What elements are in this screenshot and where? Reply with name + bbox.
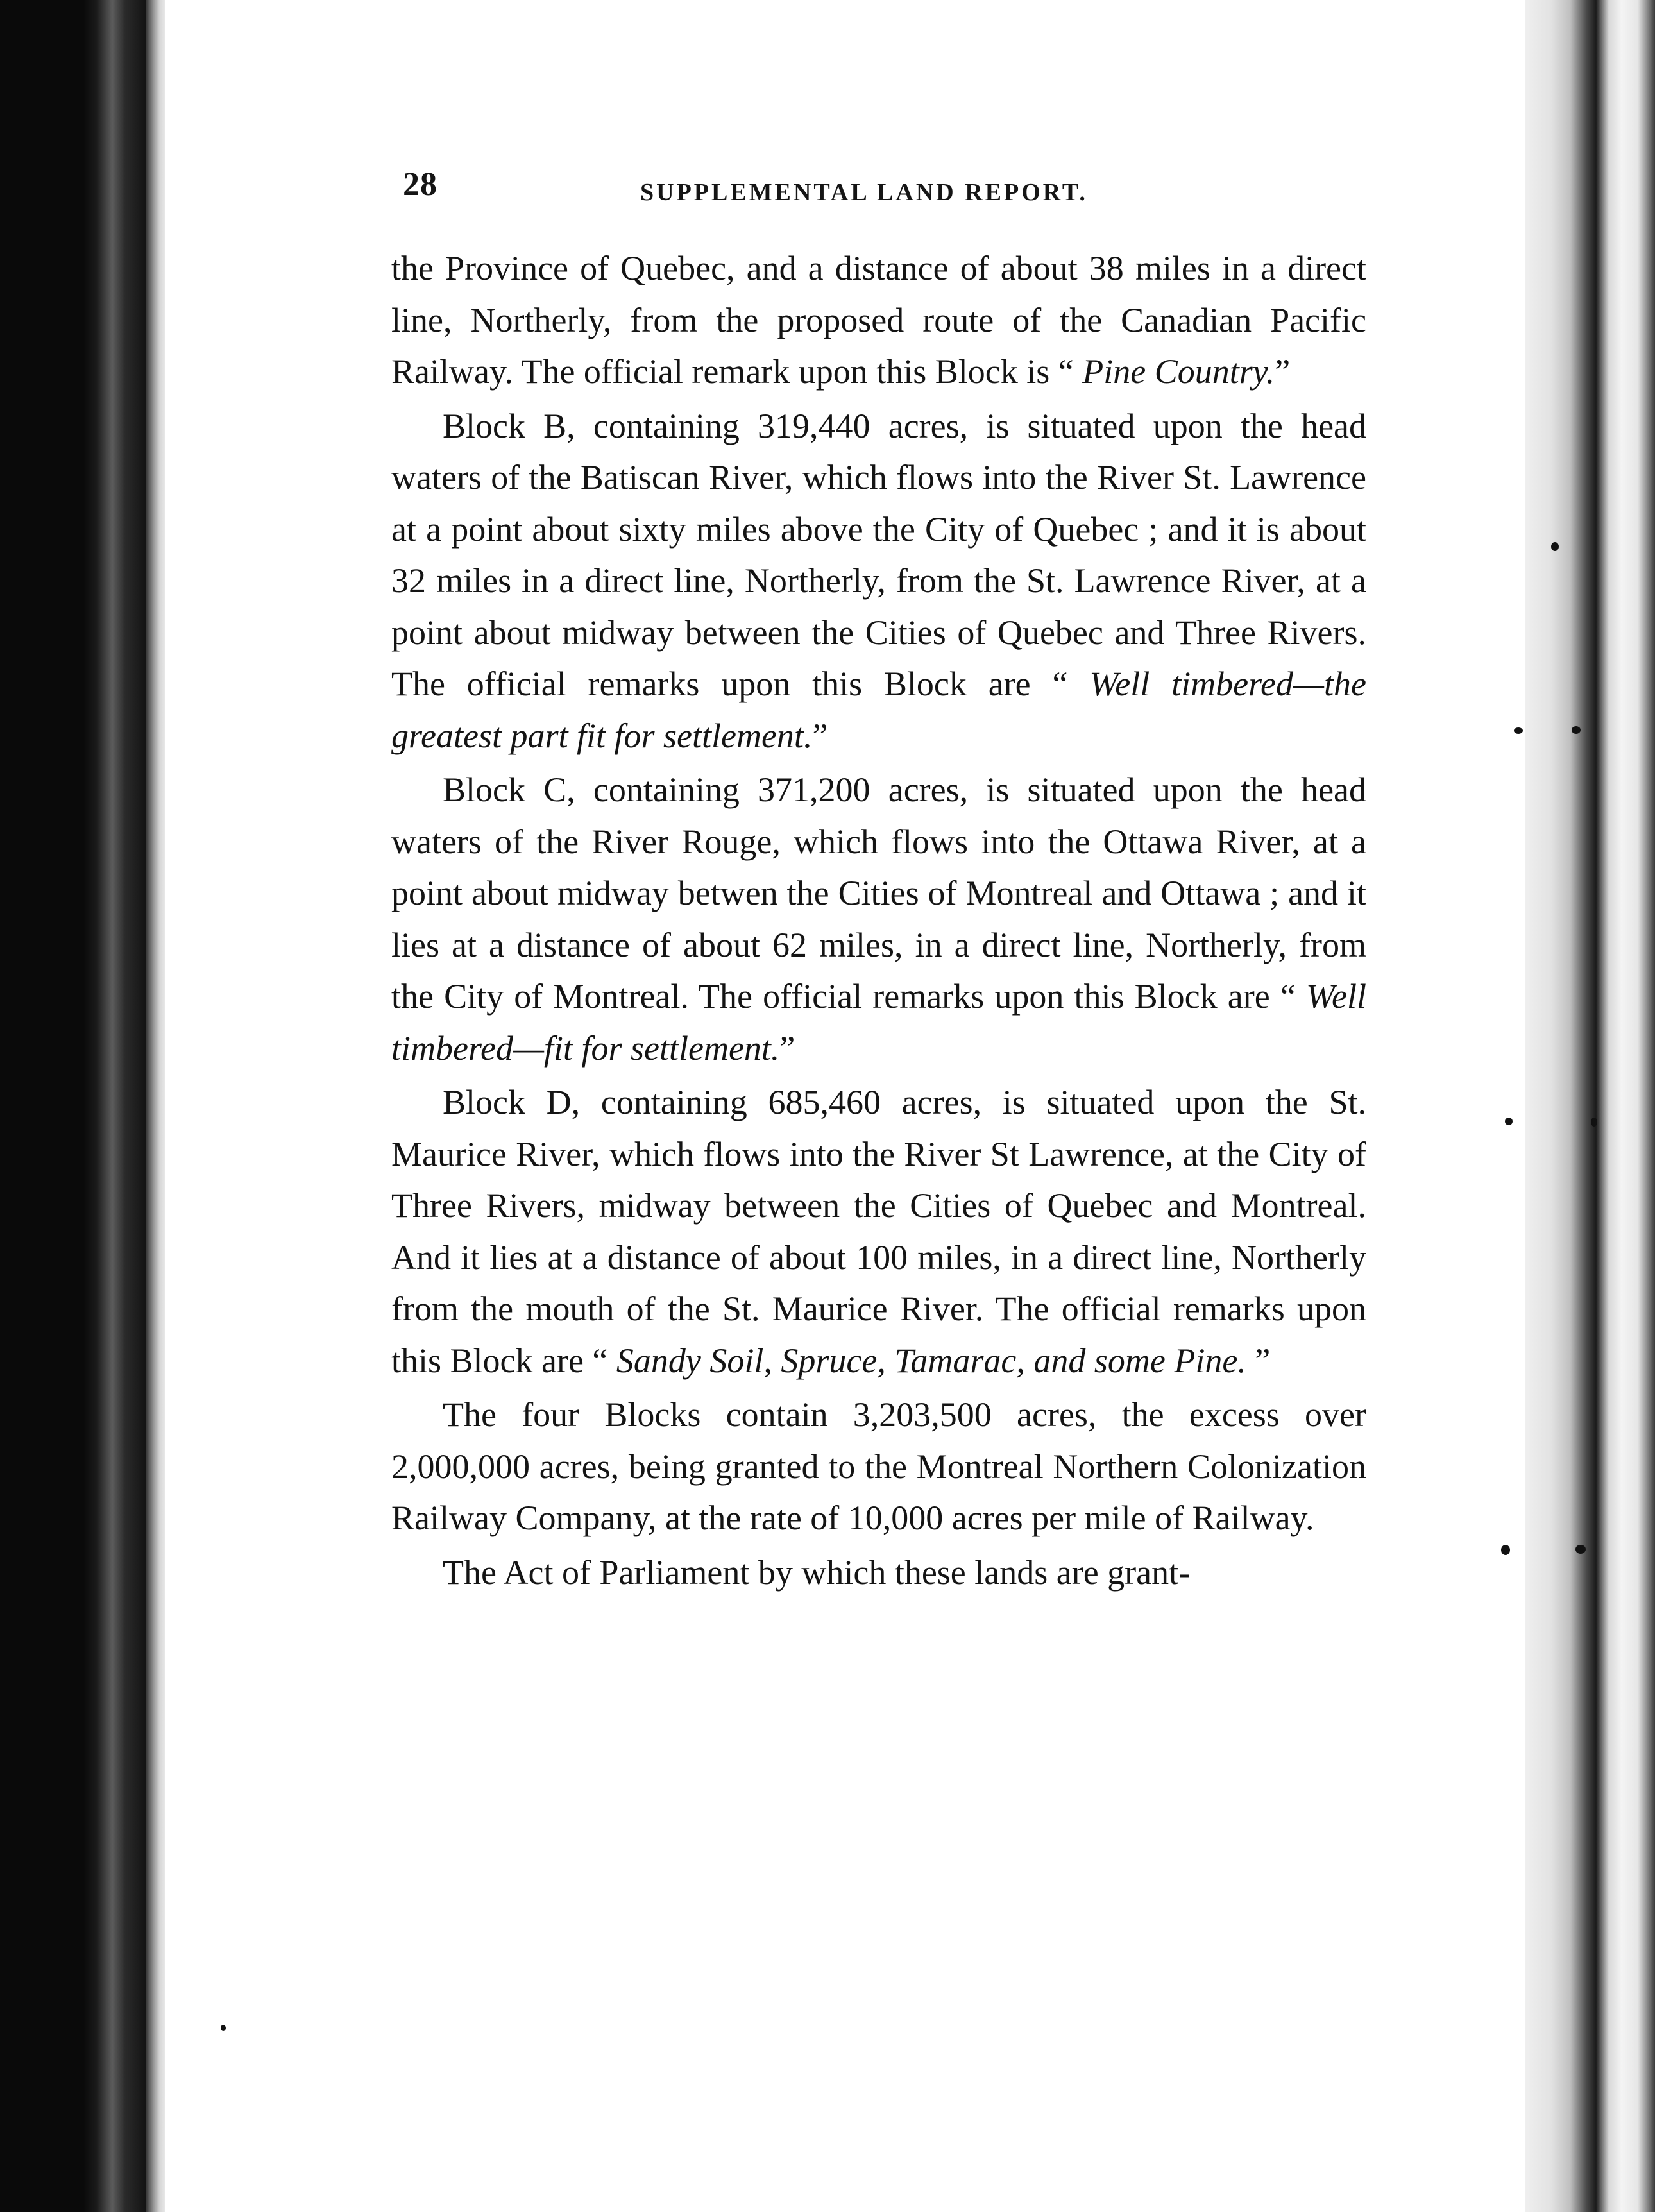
paragraph: the Province of Quebec, and a distance of about 38 miles in a direct line, Northerly, from the proposed route of the Canadian Pacific Railway. The official remark upon this Block is “ Pine Country.”	[391, 249, 1366, 391]
scan-speck	[1514, 727, 1523, 734]
left-page-edge	[146, 0, 166, 2212]
scan-speck	[1501, 1545, 1510, 1555]
scan-speck	[1572, 726, 1581, 734]
italic-quote: Pine Country.	[1082, 352, 1275, 391]
body-text	[391, 242, 1366, 1598]
paragraph: The Act of Parliament by which these lands are grant-	[443, 1553, 1191, 1592]
paragraph: Block D, containing 685,460 acres, is situated upon the St. Maurice River, which flows into the River St Lawrence, at the City of Three Rivers, midway between the Cities of Quebec and Montreal. And it lies at a distance of about 100 miles, in a direct line, Northerly from the mouth of the St. Maurice River. The official remarks upon this Block are “ Sandy Soil, Spruce, Tamarac, and some Pine. ”	[391, 1083, 1366, 1380]
page-number: 28	[403, 166, 437, 203]
scan-speck	[1575, 1545, 1586, 1554]
scan-speck	[1505, 1118, 1513, 1125]
italic-quote: Well timbered—the greatest part fit for settlement.	[391, 665, 1367, 755]
scan-speck	[1591, 1118, 1597, 1127]
paragraph: The four Blocks contain 3,203,500 acres, the excess over 2,000,000 acres, being granted to the Montreal Northern Colonization Railway Company, at the rate of 10,000 acres per mile of Railway.	[391, 1395, 1366, 1537]
header-title: SUPPLEMENTAL LAND REPORT.	[640, 179, 1088, 206]
paragraph: Block B, containing 319,440 acres, is situated upon the head waters of the Batiscan River, which flows into the River St. Lawrence at a point about sixty miles above the City of Quebec ; and it is about 32 miles in a direct line, Northerly, from the St. Lawrence River, at a point about midway between the Cities of Quebec and Three Rivers. The official remarks upon this Block are “ Well timbered—the greatest part fit for settlement.”	[391, 406, 1367, 755]
scan-speck	[1551, 542, 1559, 551]
paragraph: Block C, containing 371,200 acres, is situated upon the head waters of the River Rouge, which flows into the Ottawa River, at a point about midway betwen the Cities of Montreal and Ottawa ; and it lies at a distance of about 62 miles, in a direct line, Northerly, from the City of Montreal. The official remarks upon this Block are “ Well timbered—fit for settlement.”	[391, 770, 1366, 1068]
italic-quote: Sandy Soil, Spruce, Tamarac, and some Pine.	[616, 1341, 1246, 1380]
scan-speck	[221, 2025, 226, 2031]
italic-quote: Well timbered—fit for settlement.	[391, 977, 1366, 1068]
right-binding-edge	[1525, 0, 1655, 2212]
